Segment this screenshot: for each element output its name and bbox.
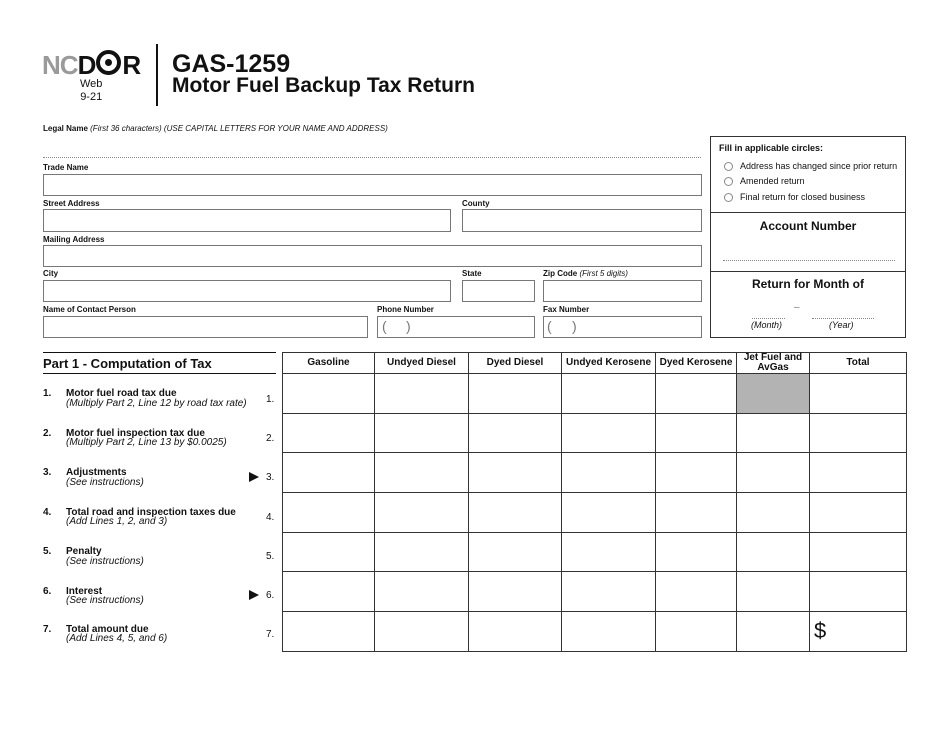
line-6-title: Interest	[66, 586, 103, 597]
year-field[interactable]	[812, 318, 874, 319]
line-7-dyed-kerosene-cell[interactable]	[656, 612, 737, 652]
line-3-title: Adjustments	[66, 467, 127, 478]
line-5-number: 5.	[43, 546, 52, 557]
account-number-field[interactable]	[723, 260, 895, 261]
line-4-gasoline-cell[interactable]	[283, 493, 375, 533]
line-4-sub: (Add Lines 1, 2, and 3)	[66, 516, 168, 527]
fax-paren-close: )	[572, 318, 577, 334]
final-return-radio[interactable]	[724, 193, 733, 202]
line-7-gasoline-cell[interactable]	[283, 612, 375, 652]
line-7-ref: 7.	[266, 629, 275, 640]
part1-rule-bottom	[43, 373, 276, 374]
line-7-total-cell[interactable]	[810, 612, 907, 652]
part1-rule-top	[43, 352, 276, 353]
logo-r: R	[122, 50, 141, 80]
line-1-sub: (Multiply Part 2, Line 12 by road tax rate)	[66, 398, 247, 409]
line-4-jet-fuel-cell[interactable]	[737, 493, 810, 533]
col-dyed-kerosene: Dyed Kerosene	[656, 353, 737, 374]
line-2-total-cell[interactable]	[810, 413, 907, 453]
zip-label-text: Zip Code	[543, 269, 578, 278]
edition-block	[80, 78, 102, 104]
zip-field[interactable]	[543, 280, 702, 302]
trade-name-label: Trade Name	[43, 163, 89, 172]
line-6-gasoline-cell[interactable]	[283, 572, 375, 612]
line-4-undyed-kerosene-cell[interactable]	[562, 493, 656, 533]
part1-title: Part 1 - Computation of Tax	[43, 356, 212, 371]
line-3-number: 3.	[43, 467, 52, 478]
fax-field[interactable]	[543, 316, 702, 338]
line-5-dyed-diesel-cell[interactable]	[469, 532, 562, 572]
col-jet-fuel: Jet Fuel and AvGas	[737, 353, 810, 374]
form-title: Motor Fuel Backup Tax Return	[172, 74, 475, 97]
line-6-undyed-diesel-cell[interactable]	[375, 572, 469, 612]
line-2-undyed-kerosene-cell[interactable]	[562, 413, 656, 453]
mailing-address-field[interactable]	[43, 245, 702, 267]
line-2-dyed-kerosene-cell[interactable]	[656, 413, 737, 453]
table-row	[283, 532, 907, 572]
line-2-number: 2.	[43, 428, 52, 439]
table-row	[283, 572, 907, 612]
month-label: (Month)	[751, 320, 783, 330]
line-6-total-cell[interactable]	[810, 572, 907, 612]
edition-date: 9-21	[80, 91, 103, 103]
line-7-jet-fuel-cell[interactable]	[737, 612, 810, 652]
line-4-dyed-diesel-cell[interactable]	[469, 493, 562, 533]
legal-name-label	[43, 124, 388, 133]
form-number: GAS-1259	[172, 50, 291, 78]
phone-paren-open: (	[382, 318, 387, 334]
year-label: (Year)	[829, 320, 854, 330]
fax-paren-open: (	[547, 318, 552, 334]
table-row	[283, 493, 907, 533]
line-5-sub: (See instructions)	[66, 556, 144, 567]
line-7-title: Total amount due	[66, 624, 149, 635]
legal-name-field[interactable]	[43, 157, 701, 158]
edition-web: Web	[80, 78, 103, 90]
arrow-right-icon	[249, 472, 259, 482]
col-undyed-diesel: Undyed Diesel	[375, 353, 469, 374]
line-5-total-cell[interactable]	[810, 532, 907, 572]
line-6-number: 6.	[43, 586, 52, 597]
line-2-ref: 2.	[266, 433, 275, 444]
line-2-undyed-diesel-cell[interactable]	[375, 413, 469, 453]
line-6-sub: (See instructions)	[66, 595, 144, 606]
logo-o-icon	[96, 50, 121, 75]
amended-return-label: Amended return	[740, 176, 805, 186]
line-2-sub: (Multiply Part 2, Line 13 by $0.0025)	[66, 437, 227, 448]
line-2-gasoline-cell[interactable]	[283, 413, 375, 453]
zip-label	[543, 269, 628, 278]
street-address-label: Street Address	[43, 199, 100, 208]
line-1-undyed-kerosene-cell[interactable]	[562, 374, 656, 414]
county-label: County	[462, 199, 490, 208]
line-1-total-cell[interactable]	[810, 374, 907, 414]
line-1-dyed-diesel-cell[interactable]	[469, 374, 562, 414]
logo-d: D	[77, 50, 96, 80]
line-5-dyed-kerosene-cell[interactable]	[656, 532, 737, 572]
contact-field[interactable]	[43, 316, 368, 338]
line-3-sub: (See instructions)	[66, 477, 144, 488]
line-5-undyed-kerosene-cell[interactable]	[562, 532, 656, 572]
table-row	[283, 453, 907, 493]
phone-field[interactable]	[377, 316, 535, 338]
county-field[interactable]	[462, 209, 702, 232]
col-gasoline: Gasoline	[283, 353, 375, 374]
line-1-undyed-diesel-cell[interactable]	[375, 374, 469, 414]
address-changed-label: Address has changed since prior return	[740, 161, 898, 171]
line-2-dyed-diesel-cell[interactable]	[469, 413, 562, 453]
col-dyed-diesel: Dyed Diesel	[469, 353, 562, 374]
line-7-undyed-diesel-cell[interactable]	[375, 612, 469, 652]
address-changed-radio[interactable]	[724, 162, 733, 171]
phone-label: Phone Number	[377, 305, 434, 314]
header-divider	[156, 44, 158, 106]
line-5-gasoline-cell[interactable]	[283, 532, 375, 572]
line-7-dyed-diesel-cell[interactable]	[469, 612, 562, 652]
fax-label: Fax Number	[543, 305, 590, 314]
line-2-title: Motor fuel inspection tax due	[66, 428, 205, 439]
city-field[interactable]	[43, 280, 451, 302]
line-3-ref: 3.	[266, 472, 275, 483]
line-3-undyed-kerosene-cell[interactable]	[562, 453, 656, 493]
line-6-undyed-kerosene-cell[interactable]	[562, 572, 656, 612]
mailing-address-label: Mailing Address	[43, 235, 105, 244]
table-row	[283, 374, 907, 414]
line-3-gasoline-cell[interactable]	[283, 453, 375, 493]
line-5-ref: 5.	[266, 551, 275, 562]
line-4-undyed-diesel-cell[interactable]	[375, 493, 469, 533]
line-5-title: Penalty	[66, 546, 102, 557]
month-field[interactable]	[752, 318, 785, 319]
line-1-dyed-kerosene-cell[interactable]	[656, 374, 737, 414]
fill-circles-title: Fill in applicable circles:	[719, 143, 824, 153]
ncdor-logo	[42, 50, 140, 81]
line-1-title: Motor fuel road tax due	[66, 388, 177, 399]
line-2-jet-fuel-cell[interactable]	[737, 413, 810, 453]
state-label: State	[462, 269, 482, 278]
line-3-dyed-diesel-cell[interactable]	[469, 453, 562, 493]
line-3-dyed-kerosene-cell[interactable]	[656, 453, 737, 493]
line-5-undyed-diesel-cell[interactable]	[375, 532, 469, 572]
legal-name-label-text: Legal Name	[43, 124, 88, 133]
zip-note: (First 5 digits)	[579, 269, 628, 278]
line-6-dyed-diesel-cell[interactable]	[469, 572, 562, 612]
line-1-jet-fuel-cell-shaded	[737, 374, 810, 414]
contact-label: Name of Contact Person	[43, 305, 136, 314]
city-label: City	[43, 269, 59, 278]
arrow-right-icon	[249, 590, 259, 600]
line-5-jet-fuel-cell[interactable]	[737, 532, 810, 572]
table-row	[283, 413, 907, 453]
grid-header-row	[283, 353, 907, 374]
trade-name-field[interactable]	[43, 174, 702, 196]
logo-nc: NC	[42, 50, 78, 80]
line-7-undyed-kerosene-cell[interactable]	[562, 612, 656, 652]
line-1-number: 1.	[43, 388, 52, 399]
dollar-sign: $	[814, 618, 827, 644]
panel-divider-1	[710, 212, 906, 213]
col-undyed-kerosene: Undyed Kerosene	[562, 353, 656, 374]
line-3-jet-fuel-cell[interactable]	[737, 453, 810, 493]
line-6-dyed-kerosene-cell[interactable]	[656, 572, 737, 612]
phone-paren-close: )	[406, 318, 411, 334]
table-row	[283, 612, 907, 652]
line-7-number: 7.	[43, 624, 52, 635]
month-year-dash: –	[794, 302, 800, 313]
line-3-total-cell[interactable]	[810, 453, 907, 493]
line-7-sub: (Add Lines 4, 5, and 6)	[66, 633, 168, 644]
line-4-ref: 4.	[266, 512, 275, 523]
computation-grid	[282, 352, 907, 652]
line-4-number: 4.	[43, 507, 52, 518]
state-field[interactable]	[462, 280, 535, 302]
account-number-title: Account Number	[759, 219, 857, 233]
final-return-label: Final return for closed business	[740, 192, 866, 202]
street-address-field[interactable]	[43, 209, 451, 232]
line-4-title: Total road and inspection taxes due	[66, 507, 236, 518]
col-total: Total	[810, 353, 907, 374]
line-4-total-cell[interactable]	[810, 493, 907, 533]
line-1-ref: 1.	[266, 394, 275, 405]
line-6-ref: 6.	[266, 590, 275, 601]
line-3-undyed-diesel-cell[interactable]	[375, 453, 469, 493]
panel-divider-2	[710, 271, 906, 272]
legal-name-note: (First 36 characters) (USE CAPITAL LETTERS FOR YOUR NAME AND ADDRESS)	[90, 124, 388, 133]
line-4-dyed-kerosene-cell[interactable]	[656, 493, 737, 533]
return-month-title: Return for Month of	[752, 277, 864, 291]
line-6-jet-fuel-cell[interactable]	[737, 572, 810, 612]
line-1-gasoline-cell[interactable]	[283, 374, 375, 414]
amended-return-radio[interactable]	[724, 177, 733, 186]
